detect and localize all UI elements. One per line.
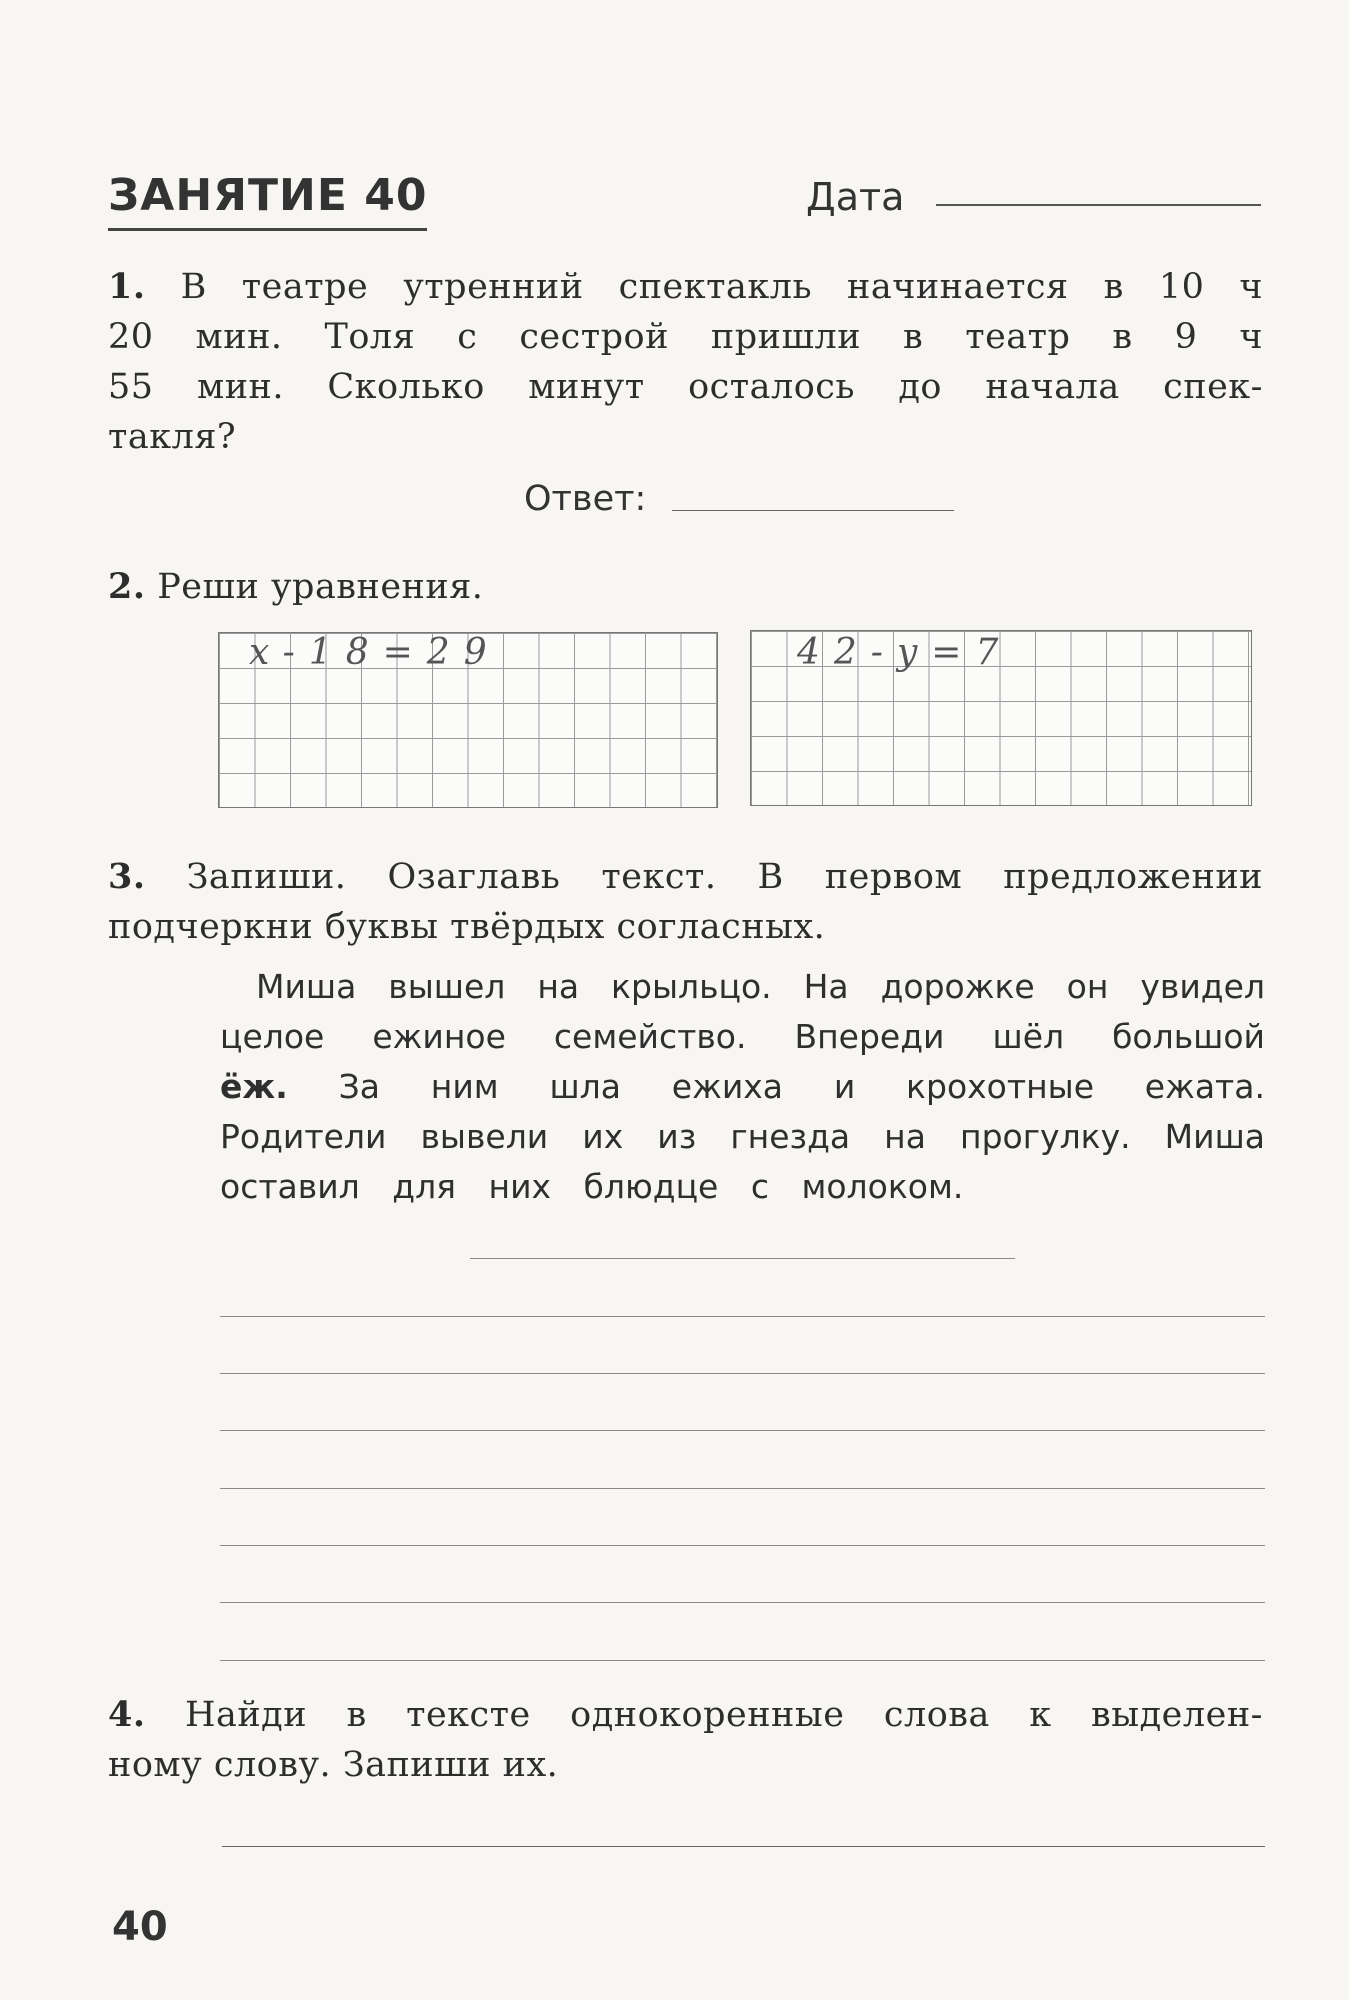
write-line-3[interactable] [220,1430,1265,1431]
equation-grid-1[interactable] [218,632,718,808]
answer-label: Ответ: [524,479,647,519]
title-write-line[interactable] [470,1258,1015,1259]
lesson-title: ЗАНЯТИЕ 40 [108,168,427,231]
task-3-line-1: 3. Запиши. Озаглавь текст. В первом предложении [108,856,1263,897]
task-1 [108,262,1263,462]
task-2-number: 2. [108,566,146,607]
task-2 [108,562,808,612]
story-line-1: Миша вышел на крыльцо. На дорожке он увидел [256,967,1265,1006]
equation-2: 42-y=7 [797,632,1013,673]
task-4-line-1: 4. Найди в тексте однокоренные слова к выделен- [108,1694,1263,1735]
task-3-number: 3. [108,856,146,897]
story-line-2: целое ежиное семейство. Впереди шёл большой [220,1017,1265,1056]
story-text [220,962,1265,1212]
task-1-number: 1. [108,266,146,307]
answer-input-line[interactable] [672,510,954,511]
write-line-6[interactable] [220,1602,1265,1603]
task-4-line-2: ному слову. Запиши их. [108,1745,559,1785]
task-1-line-4: такля? [108,417,237,457]
task-1-line-2: 20 мин. Толя с сестрой пришли в театр в 9 ч [108,317,1263,357]
highlighted-word: ёж. [220,1067,288,1106]
equation-grid-2[interactable] [750,630,1252,806]
date-label: Дата [806,175,905,219]
equation-1: x-18=29 [249,632,501,673]
task-1-line-3: 55 мин. Сколько минут осталось до начала спек- [108,367,1263,407]
task-4 [108,1690,1263,1790]
write-line-2[interactable] [220,1373,1265,1374]
task-3-line-2: подчеркни буквы твёрдых согласных. [108,907,826,947]
task-1-line-1: 1. В театре утренний спектакль начинается в 10 ч [108,266,1263,307]
task-2-line: 2. Реши уравнения. [108,566,484,607]
write-line-1[interactable] [220,1316,1265,1317]
write-line-5[interactable] [220,1545,1265,1546]
story-line-4: Родители вывели их из гнезда на прогулку. Миша [220,1117,1265,1156]
story-line-5: оставил для них блюдце с молоком. [220,1167,964,1206]
date-input-line[interactable] [936,204,1261,206]
task-4-number: 4. [108,1694,146,1735]
task-4-write-line[interactable] [222,1846,1265,1847]
task-3 [108,852,1263,952]
write-line-7[interactable] [220,1660,1265,1661]
story-line-3: ёж. За ним шла ежиха и крохотные ежата. [220,1067,1265,1106]
write-line-4[interactable] [220,1488,1265,1489]
page-number: 40 [112,1904,168,1950]
